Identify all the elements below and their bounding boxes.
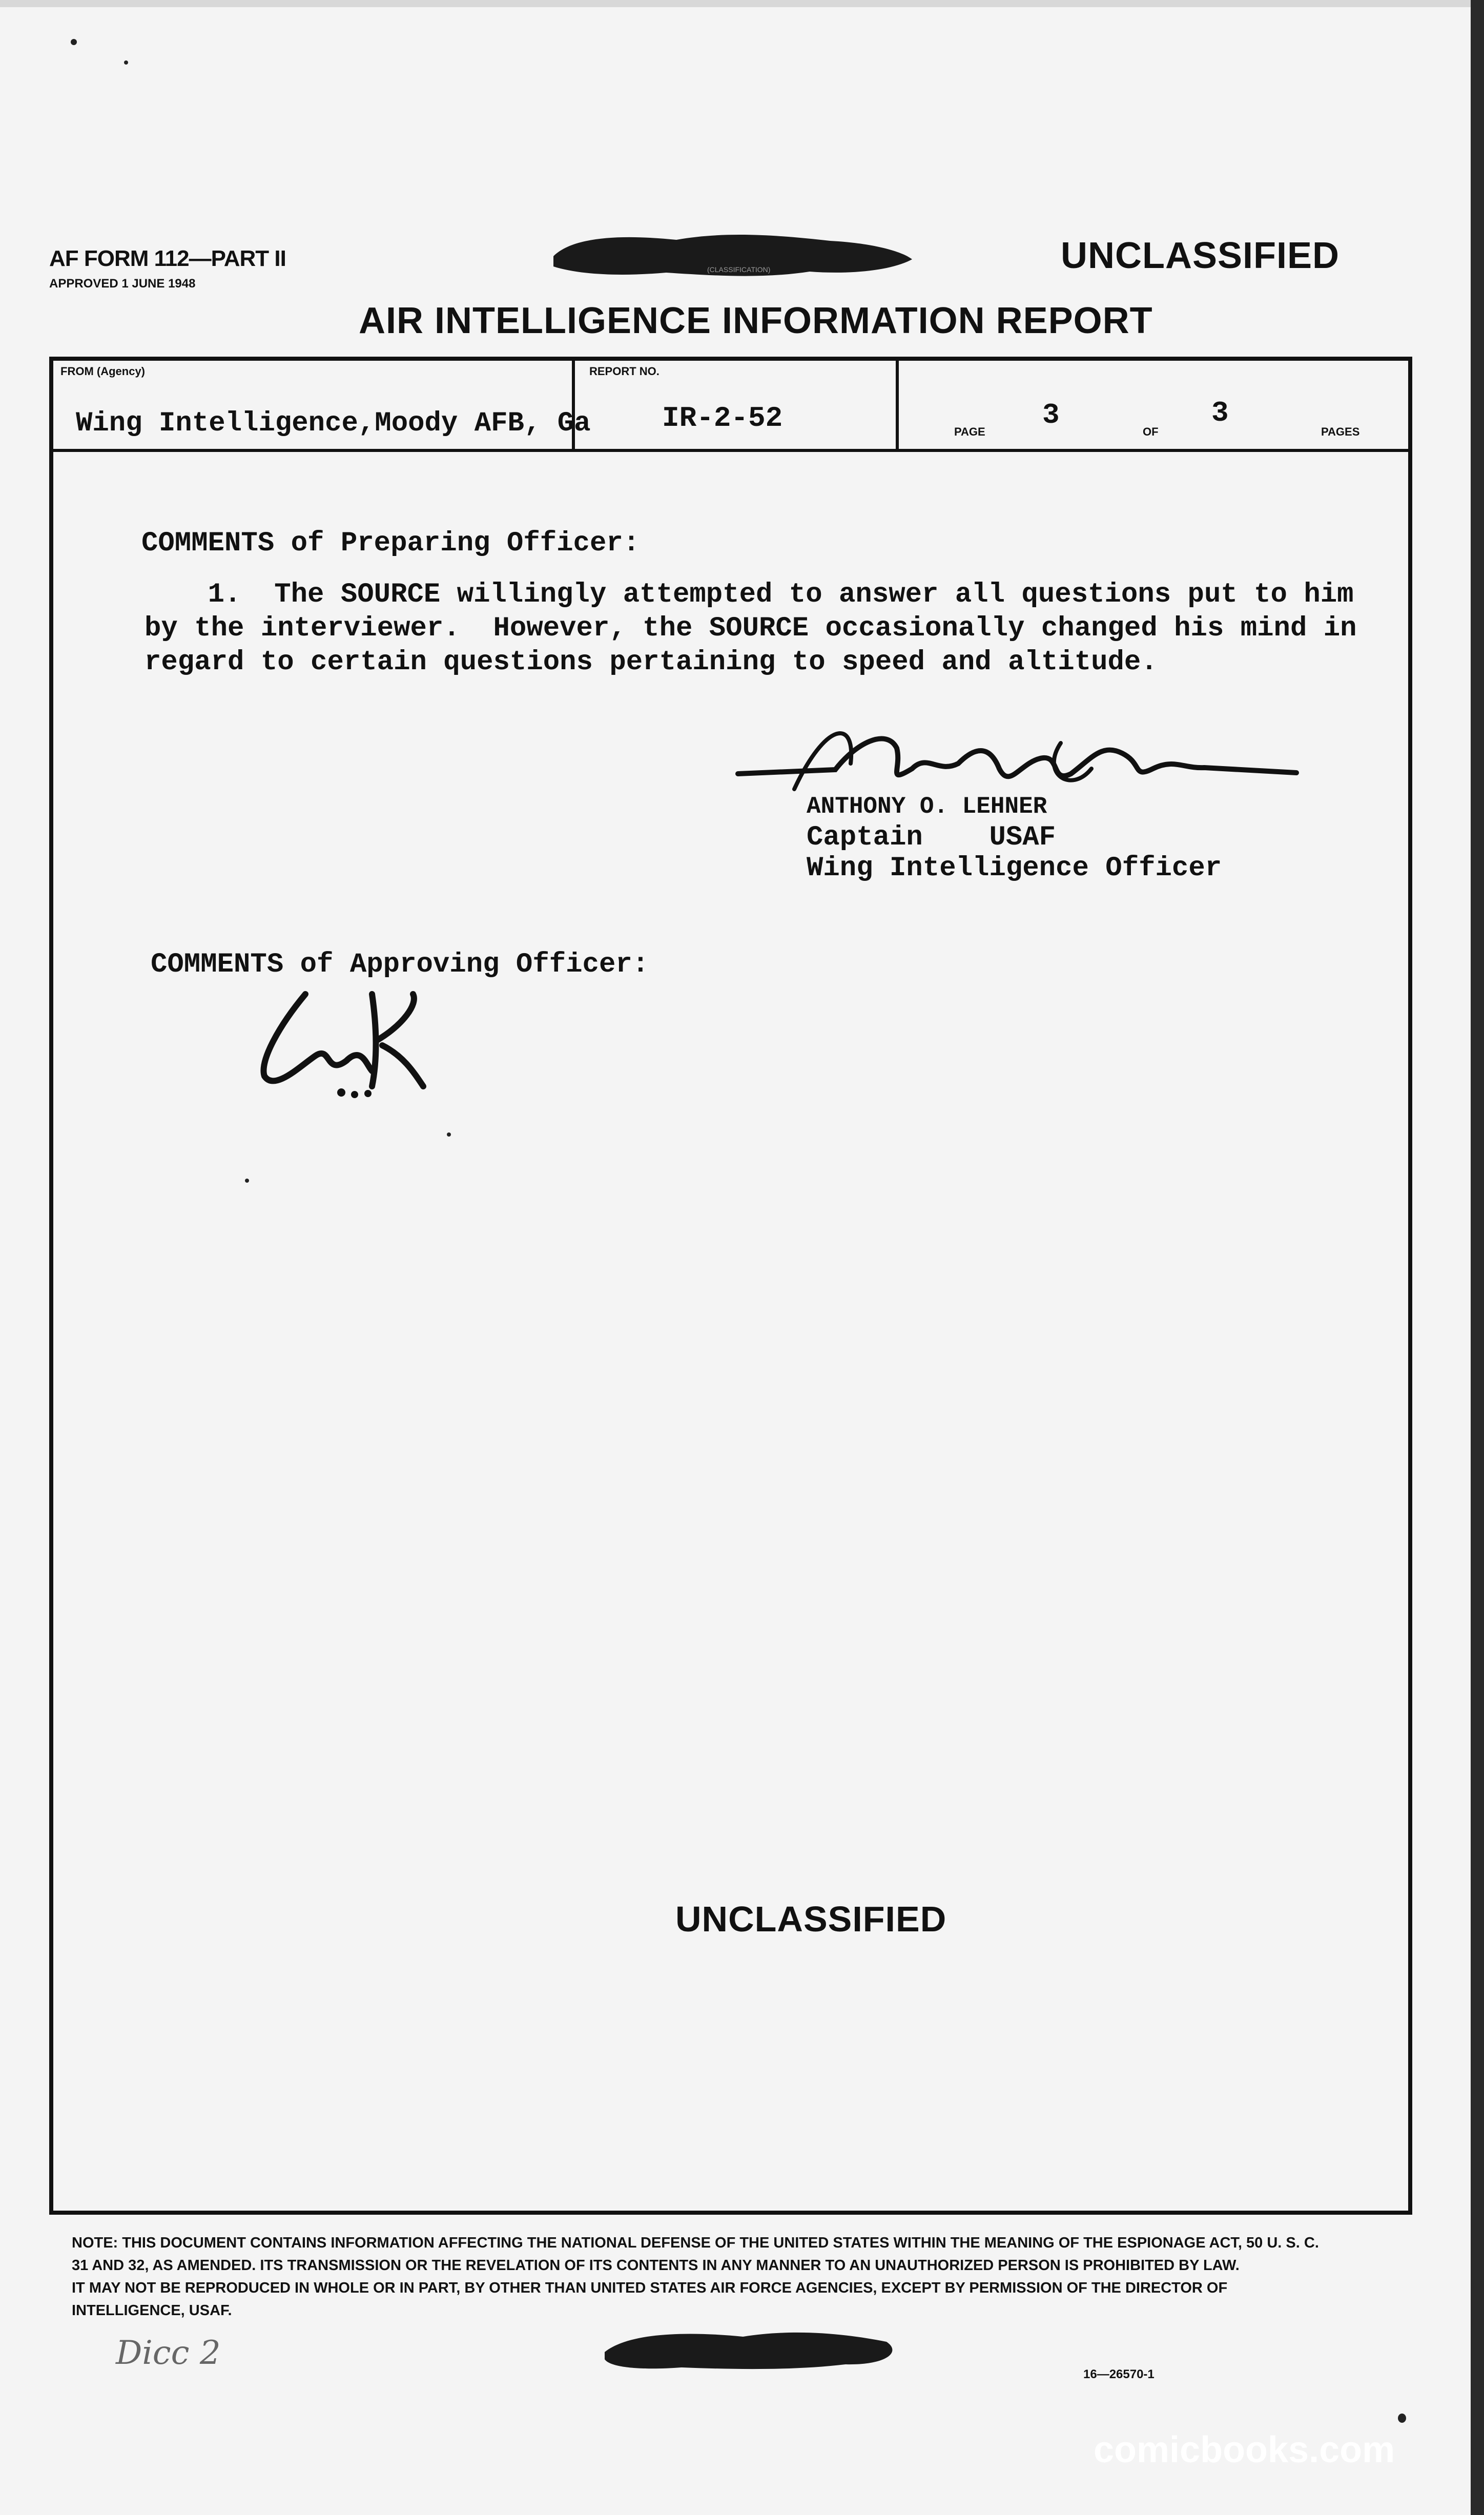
redacted-classification-stamp [543,225,917,287]
form-number: AF FORM 112—PART II [49,246,286,271]
classification-stamp-top: UNCLASSIFIED [1061,235,1340,276]
report-title: AIR INTELLIGENCE INFORMATION REPORT [359,300,1153,341]
scan-speck [124,60,128,65]
of-value: 3 [1211,397,1229,429]
scan-speck [1398,2414,1406,2423]
espionage-act-notice [72,2232,1425,2322]
from-value: Wing Intelligence,Moody AFB, Ga [76,408,591,439]
page-value: 3 [1042,399,1060,431]
handwritten-note: Dicc 2 [116,2334,221,2372]
signer-rank: Captain USAF [807,822,1056,853]
report-no-label: REPORT NO. [589,365,659,378]
scan-speck [71,39,77,45]
notice-line-1: NOTE: THIS DOCUMENT CONTAINS INFORMATION AFFECTING THE NATIONAL DEFENSE OF THE UNITED STATES WITHIN THE MEANING OF THE ESPIONAGE ACT, 50 U. S. C. [72,2235,1319,2251]
comment-line-3: regard to certain questions pertaining to speed and altitude. [145,647,1158,678]
approving-officer-initials [249,974,444,1117]
form-approved-date: APPROVED 1 JUNE 1948 [49,277,196,291]
classification-stamp-bottom: UNCLASSIFIED [675,1899,947,1939]
preparing-officer-heading: COMMENTS of Preparing Officer: [141,528,640,559]
classification-caption: (CLASSIFICATION) [707,265,771,274]
header-divider [896,357,899,452]
comment-line-1: 1. The SOURCE willingly attempted to answer all questions put to him [141,579,1354,610]
scan-right-edge [1471,0,1484,2515]
comment-line-2: by the interviewer. However, the SOURCE occasionally changed his mind in [145,613,1357,644]
redacted-classification-stamp-bottom [600,2321,902,2378]
approving-officer-heading: COMMENTS of Approving Officer: [151,949,649,980]
signer-name: ANTHONY O. LEHNER [807,793,1047,820]
from-label: FROM (Agency) [60,365,145,378]
notice-line-3: IT MAY NOT BE REPRODUCED IN WHOLE OR IN PART, BY OTHER THAN UNITED STATES AIR FORCE AGENCIES, EXCEPT BY PERMISSION OF THE DIRECTOR OF [72,2280,1228,2296]
notice-line-2: 31 AND 32, AS AMENDED. ITS TRANSMISSION OR THE REVELATION OF ITS CONTENTS IN ANY MANNER TO AN UNAUTHORIZED PERSON IS PROHIBITED BY LAW. [72,2257,1240,2274]
notice-line-4: INTELLIGENCE, USAF. [72,2302,232,2319]
watermark: comicbooks.com [1094,2429,1395,2470]
scan-top-edge [0,0,1484,7]
page-label: PAGE [954,425,985,438]
report-no-value: IR-2-52 [662,402,783,435]
pages-label: PAGES [1321,425,1360,438]
form-print-code: 16—26570-1 [1083,2367,1155,2381]
of-label: OF [1143,425,1159,438]
signer-title: Wing Intelligence Officer [807,853,1222,884]
